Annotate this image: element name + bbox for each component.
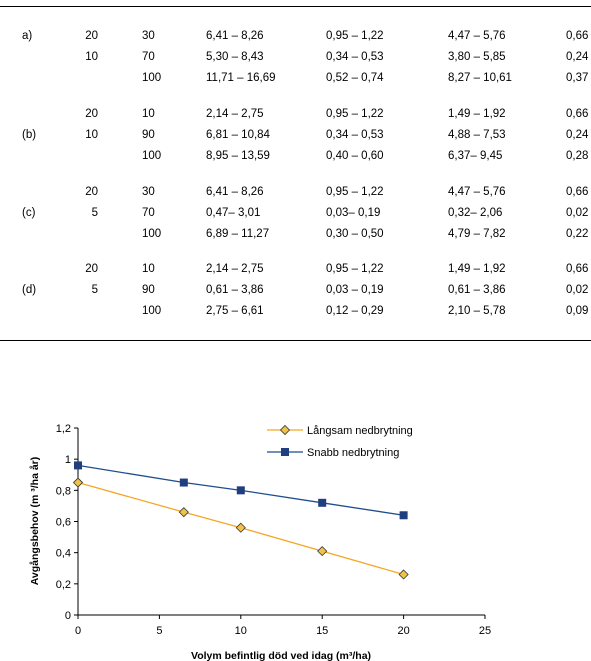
- legend-marker: [281, 448, 289, 456]
- table-cell: 0,66: [566, 108, 589, 120]
- table-cell: 2,14 – 2,75: [206, 108, 264, 120]
- table-cell: 2,75 – 6,61: [206, 305, 264, 317]
- table-cell: 30: [142, 30, 155, 42]
- table-cell: 0,22: [566, 228, 589, 240]
- table-cell: 10: [142, 263, 155, 275]
- table-cell: 0,95 – 1,22: [326, 30, 384, 42]
- table-cell: 20: [85, 186, 98, 198]
- line-chart: [0, 400, 591, 661]
- x-tick-label: 25: [478, 625, 492, 637]
- table-cell: 0,52 – 0,74: [326, 72, 384, 84]
- table-cell: 0,02: [566, 284, 589, 296]
- data-point: [318, 547, 327, 556]
- y-axis-label: Avgångsbehov (m ³/ha år): [29, 456, 41, 586]
- y-tick-label: 0,6: [55, 516, 71, 529]
- table-cell: 100: [142, 228, 162, 240]
- table-cell: 3,80 – 5,85: [448, 51, 506, 63]
- table-cell: 0,02: [566, 207, 589, 219]
- table-cell: 0,28: [566, 150, 589, 162]
- y-axis: [56, 423, 78, 622]
- y-tick-label: 0,2: [55, 578, 71, 591]
- x-tick-label: 5: [156, 625, 163, 637]
- table-cell: 10: [85, 51, 98, 63]
- table-cell: 6,89 – 11,27: [206, 228, 270, 240]
- table-cell: 0,30 – 0,50: [326, 228, 384, 240]
- table-cell: 0,03– 0,19: [326, 207, 381, 219]
- x-tick-label: 20: [397, 625, 410, 637]
- table-cell: 20: [85, 263, 98, 275]
- table-cell: 0,24: [566, 51, 589, 63]
- table-cell: 4,79 – 7,82: [448, 228, 506, 240]
- legend: [267, 425, 413, 459]
- table-cell: 0,61 – 3,86: [448, 284, 506, 296]
- group-label: (b): [22, 129, 37, 141]
- table-cell: 0,34 – 0,53: [326, 129, 384, 141]
- table-cell: 6,81 – 10,84: [206, 129, 270, 141]
- group-label: a): [22, 30, 33, 42]
- table-cell: 100: [142, 72, 162, 84]
- table-cell: 0,34 – 0,53: [326, 51, 384, 63]
- table-cell: 6,41 – 8,26: [206, 186, 264, 198]
- series-layer: [74, 461, 409, 579]
- data-point: [179, 508, 188, 517]
- data-point: [400, 511, 408, 519]
- table-bottom-rule: [0, 340, 591, 341]
- table-cell: 0,95 – 1,22: [326, 186, 384, 198]
- table-cell: 6,37– 9,45: [448, 150, 503, 162]
- table-cell: 0,66: [566, 263, 589, 275]
- x-tick-label: 10: [234, 625, 247, 637]
- table-cell: 1,49 – 1,92: [448, 108, 506, 120]
- table-cell: 6,41 – 8,26: [206, 30, 264, 42]
- data-point: [236, 523, 245, 532]
- table-cell: 20: [85, 108, 98, 120]
- table-cell: 8,95 – 13,59: [206, 150, 270, 162]
- table-top-rule: [0, 6, 591, 7]
- legend-marker: [281, 426, 290, 435]
- table-cell: 5: [91, 207, 98, 219]
- data-point: [237, 486, 245, 494]
- table-cell: 20: [85, 30, 98, 42]
- data-point: [180, 479, 188, 487]
- x-axis: [75, 615, 491, 637]
- x-axis-label: Volym befintlig död ved idag (m³/ha): [190, 650, 372, 661]
- table-cell: 0,24: [566, 129, 589, 141]
- table-cell: 0,47– 3,01: [206, 207, 261, 219]
- table-cell: 90: [142, 284, 155, 296]
- y-tick-label: 0,4: [55, 547, 71, 560]
- x-tick-label: 15: [316, 625, 329, 637]
- data-point: [74, 478, 83, 487]
- table-cell: 0,66: [566, 30, 589, 42]
- legend-label: Långsam nedbrytning: [307, 425, 413, 437]
- data-point: [318, 499, 326, 507]
- table-cell: 0,95 – 1,22: [326, 263, 384, 275]
- table-cell: 0,12 – 0,29: [326, 305, 384, 317]
- table-cell: 1,49 – 1,92: [448, 263, 506, 275]
- table-cell: 11,71 – 16,69: [206, 72, 276, 84]
- table-cell: 5,30 – 8,43: [206, 51, 264, 63]
- legend-label: Snabb nedbrytning: [307, 447, 400, 459]
- table-cell: 0,40 – 0,60: [326, 150, 384, 162]
- table-cell: 0,09: [566, 305, 589, 317]
- y-tick-label: 0: [64, 610, 71, 622]
- table-cell: 0,03 – 0,19: [326, 284, 384, 296]
- table-cell: 90: [142, 129, 155, 141]
- table-cell: 30: [142, 186, 155, 198]
- table-cell: 100: [142, 305, 162, 317]
- x-tick-label: 0: [74, 625, 82, 637]
- series-snabb: [74, 461, 408, 519]
- group-label: (c): [22, 207, 36, 219]
- table-cell: 0,95 – 1,22: [326, 108, 384, 120]
- group-label: (d): [22, 284, 37, 296]
- table-cell: 2,14 – 2,75: [206, 263, 264, 275]
- table-cell: 4,47 – 5,76: [448, 30, 506, 42]
- table-cell: 4,88 – 7,53: [448, 129, 506, 141]
- y-tick-label: 1: [64, 454, 71, 467]
- table-cell: 0,66: [566, 186, 589, 198]
- table-cell: 10: [85, 129, 98, 141]
- table-cell: 5: [91, 284, 98, 296]
- table-cell: 4,47 – 5,76: [448, 186, 506, 198]
- y-tick-label: 1,2: [55, 423, 71, 435]
- table-cell: 0,37: [566, 72, 589, 84]
- table-cell: 0,32– 2,06: [448, 207, 503, 219]
- table-cell: 8,27 – 10,61: [448, 72, 512, 84]
- data-point: [399, 570, 408, 579]
- table-cell: 2,10 – 5,78: [448, 305, 506, 317]
- y-tick-label: 0,8: [55, 485, 71, 498]
- table-cell: 10: [142, 108, 155, 120]
- data-point: [74, 461, 82, 469]
- table-cell: 0,61 – 3,86: [206, 284, 264, 296]
- table-cell: 100: [142, 150, 162, 162]
- table-cell: 70: [142, 207, 155, 219]
- table-cell: 70: [142, 51, 155, 63]
